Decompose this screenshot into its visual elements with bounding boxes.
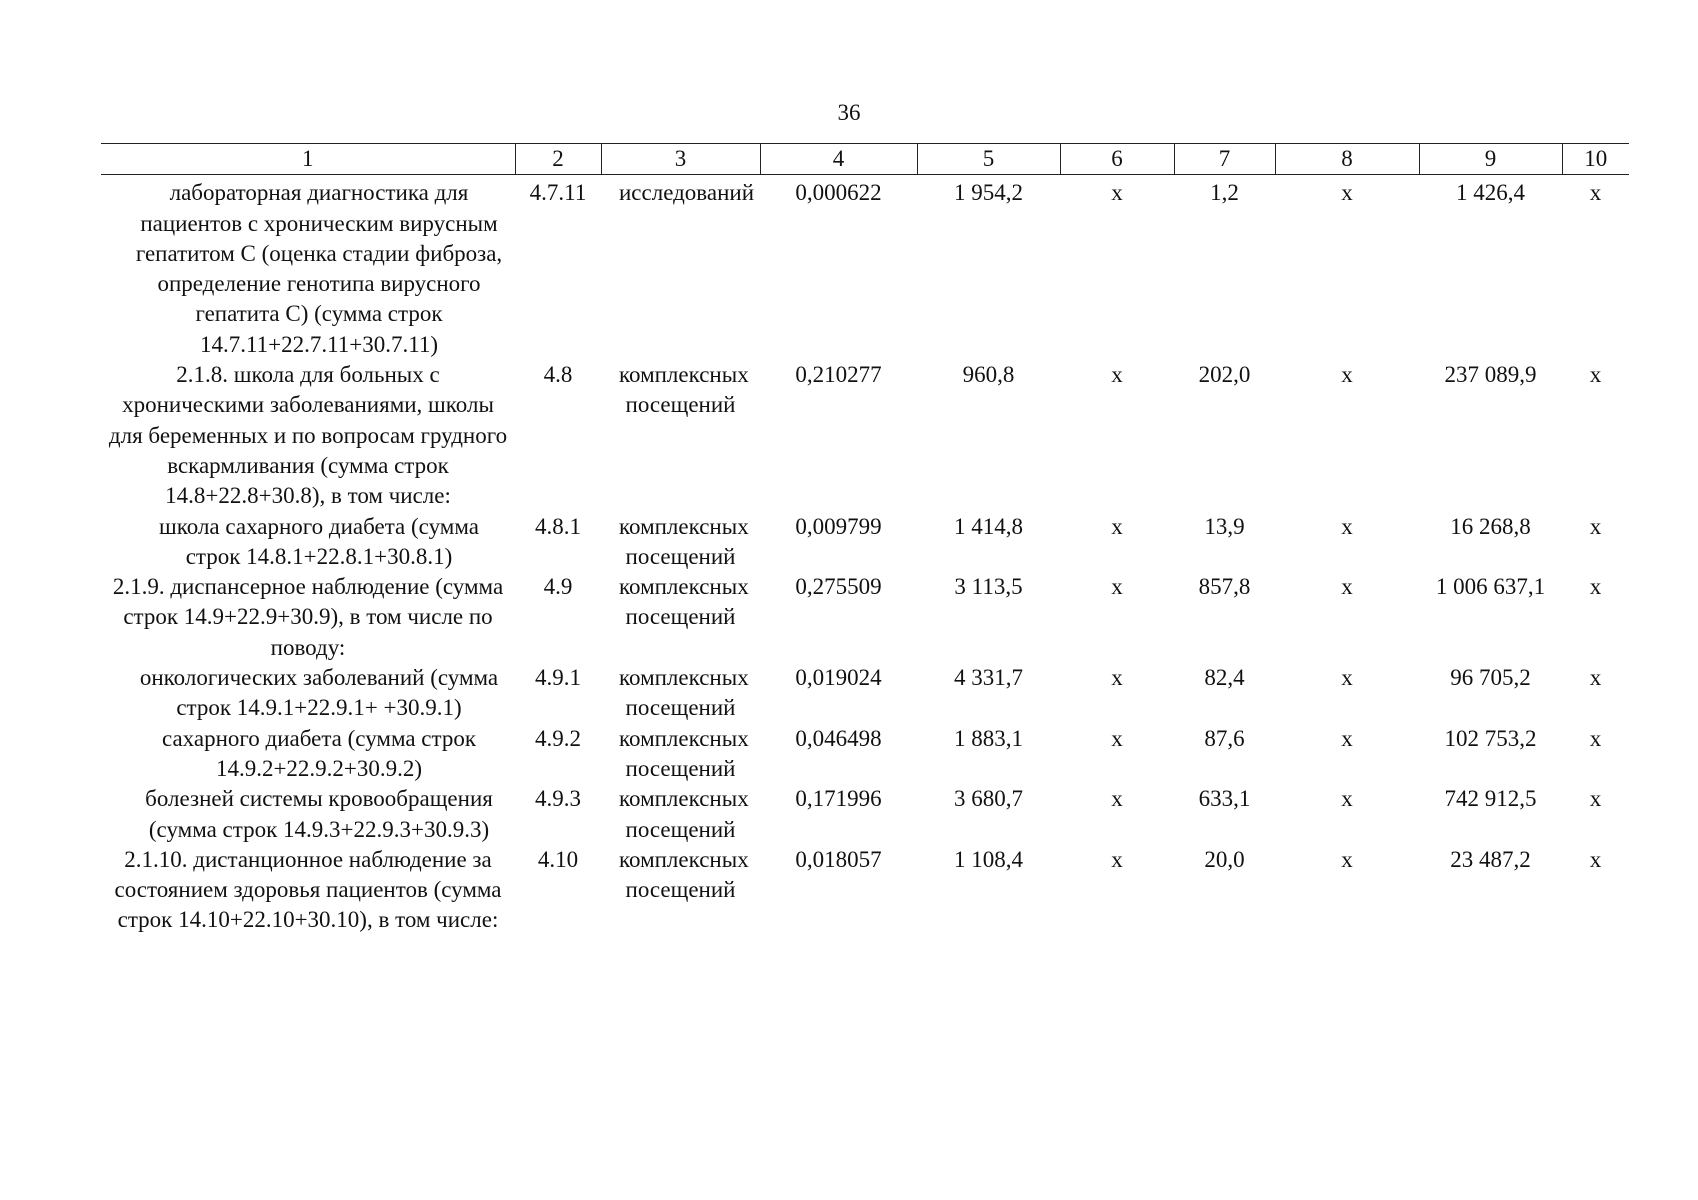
- cell-col-8: х: [1341, 574, 1353, 600]
- cell-col-9: 16 268,8: [1450, 513, 1531, 539]
- table-row: [101, 784, 1629, 845]
- cell-col-7: 82,4: [1204, 665, 1245, 691]
- cell-col-5: 3 113,5: [954, 574, 1023, 600]
- cell-col-6: х: [1111, 665, 1123, 691]
- row-code: 4.9.1: [535, 665, 581, 691]
- cell-col-4: 0,046498: [795, 725, 882, 751]
- cell-col-10: х: [1589, 846, 1602, 872]
- cell-col-6: х: [1111, 786, 1123, 812]
- cell-col-5: 1 108,4: [954, 846, 1023, 872]
- row-unit: исследований: [619, 180, 755, 206]
- cell-col-6: х: [1111, 362, 1123, 388]
- cell-col-8: х: [1341, 665, 1353, 691]
- row-unit: комплексных посещений: [619, 725, 749, 781]
- column-header: 10: [1562, 144, 1629, 175]
- cell-col-10: х: [1589, 574, 1602, 600]
- row-code: 4.9.3: [535, 786, 581, 812]
- table-row: [101, 360, 1629, 511]
- row-description: 2.1.8. школа для больных с хроническими заболеваниями, школы для беременных и по вопросам грудного вскармливания (сумма строк 14.8+22.8+30.8), в том числе:: [108, 362, 508, 509]
- column-header: 7: [1174, 144, 1275, 175]
- row-description: 2.1.10. дистанционное наблюдение за состоянием здоровья пациентов (сумма строк 14.10+22.10+30.10), в том числе:: [114, 846, 502, 933]
- cell-col-7: 857,8: [1198, 574, 1251, 600]
- row-description: болезней системы кровообращения (сумма строк 14.9.3+22.9.3+30.9.3): [145, 786, 493, 842]
- column-header: 2: [515, 144, 601, 175]
- cell-col-9: 1 426,4: [1456, 180, 1525, 206]
- cell-col-9: 237 089,9: [1444, 362, 1537, 388]
- cell-col-9: 96 705,2: [1450, 665, 1531, 691]
- cell-col-4: 0,018057: [795, 846, 882, 872]
- column-header: 4: [760, 144, 917, 175]
- column-header: 1: [101, 144, 515, 175]
- table-row: [101, 175, 1629, 360]
- cell-col-10: х: [1589, 513, 1602, 539]
- cell-col-5: 4 331,7: [954, 665, 1023, 691]
- cell-col-7: 633,1: [1198, 786, 1251, 812]
- table-row: [101, 845, 1629, 936]
- cell-col-5: 960,8: [962, 362, 1015, 388]
- cell-col-6: х: [1111, 574, 1123, 600]
- row-code: 4.10: [537, 846, 579, 872]
- cell-col-5: 1 883,1: [954, 725, 1023, 751]
- cell-col-5: 3 680,7: [954, 786, 1023, 812]
- table-body: [101, 175, 1629, 936]
- column-header: 6: [1060, 144, 1174, 175]
- row-code: 4.7.11: [529, 180, 587, 206]
- row-unit: комплексных посещений: [619, 513, 749, 569]
- cell-col-6: х: [1111, 180, 1123, 206]
- column-header-row: [101, 144, 1629, 175]
- cell-col-6: х: [1111, 725, 1123, 751]
- page-number: 36: [837, 100, 861, 125]
- cell-col-8: х: [1341, 362, 1353, 388]
- cell-col-8: х: [1341, 513, 1353, 539]
- data-table: [101, 143, 1629, 936]
- cell-col-7: 202,0: [1198, 362, 1251, 388]
- cell-col-4: 0,009799: [795, 513, 882, 539]
- row-description: онкологических заболеваний (сумма строк 14.9.1+22.9.1+ +30.9.1): [139, 665, 499, 721]
- cell-col-10: х: [1589, 180, 1602, 206]
- row-code: 4.9.2: [535, 725, 581, 751]
- cell-col-10: х: [1589, 362, 1602, 388]
- column-header: 9: [1419, 144, 1562, 175]
- row-code: 4.8: [543, 362, 573, 388]
- cell-col-7: 1,2: [1210, 180, 1239, 206]
- row-unit: комплексных посещений: [619, 574, 749, 630]
- cell-col-7: 87,6: [1204, 725, 1245, 751]
- row-description: школа сахарного диабета (сумма строк 14.8.1+22.8.1+30.8.1): [159, 513, 479, 569]
- row-description: лабораторная диагностика для пациентов с хроническим вирусным гепатитом С (оценка стадии фиброза, определение генотипа вирусного гепатита С) (сумма строк 14.7.11+22.7.11+30.7.11): [135, 180, 503, 357]
- row-description: 2.1.9. диспансерное наблюдение (сумма строк 14.9+22.9+30.9), в том числе по поводу:: [112, 574, 504, 660]
- cell-col-5: 1 954,2: [954, 180, 1023, 206]
- cell-col-10: х: [1589, 725, 1602, 751]
- column-header: 5: [917, 144, 1060, 175]
- cell-col-8: х: [1341, 725, 1353, 751]
- table-row: [101, 724, 1629, 785]
- row-code: 4.8.1: [535, 513, 581, 539]
- cell-col-5: 1 414,8: [954, 513, 1023, 539]
- table-row: [101, 512, 1629, 573]
- cell-col-4: 0,000622: [795, 180, 882, 206]
- cell-col-4: 0,210277: [795, 362, 882, 388]
- cell-col-9: 23 487,2: [1450, 846, 1531, 872]
- cell-col-6: х: [1111, 846, 1123, 872]
- cell-col-7: 20,0: [1204, 846, 1245, 872]
- cell-col-8: х: [1341, 846, 1353, 872]
- cell-col-10: х: [1589, 786, 1602, 812]
- cell-col-8: х: [1341, 786, 1353, 812]
- cell-col-8: х: [1341, 180, 1353, 206]
- row-description: сахарного диабета (сумма строк 14.9.2+22.9.2+30.9.2): [161, 725, 477, 781]
- cell-col-4: 0,275509: [795, 574, 882, 600]
- column-header: 3: [601, 144, 760, 175]
- row-code: 4.9: [543, 574, 573, 600]
- table-row: [101, 572, 1629, 663]
- cell-col-9: 742 912,5: [1444, 786, 1537, 812]
- row-unit: комплексных посещений: [619, 665, 749, 721]
- cell-col-9: 1 006 637,1: [1435, 574, 1546, 600]
- row-unit: комплексных посещений: [619, 362, 749, 418]
- cell-col-7: 13,9: [1204, 513, 1245, 539]
- table-row: [101, 663, 1629, 724]
- cell-col-4: 0,171996: [795, 786, 882, 812]
- cell-col-9: 102 753,2: [1444, 725, 1537, 751]
- column-header: 8: [1275, 144, 1419, 175]
- cell-col-6: х: [1111, 513, 1123, 539]
- row-unit: комплексных посещений: [619, 846, 749, 903]
- cell-col-10: х: [1589, 665, 1602, 691]
- cell-col-4: 0,019024: [795, 665, 882, 691]
- row-unit: комплексных посещений: [619, 786, 749, 842]
